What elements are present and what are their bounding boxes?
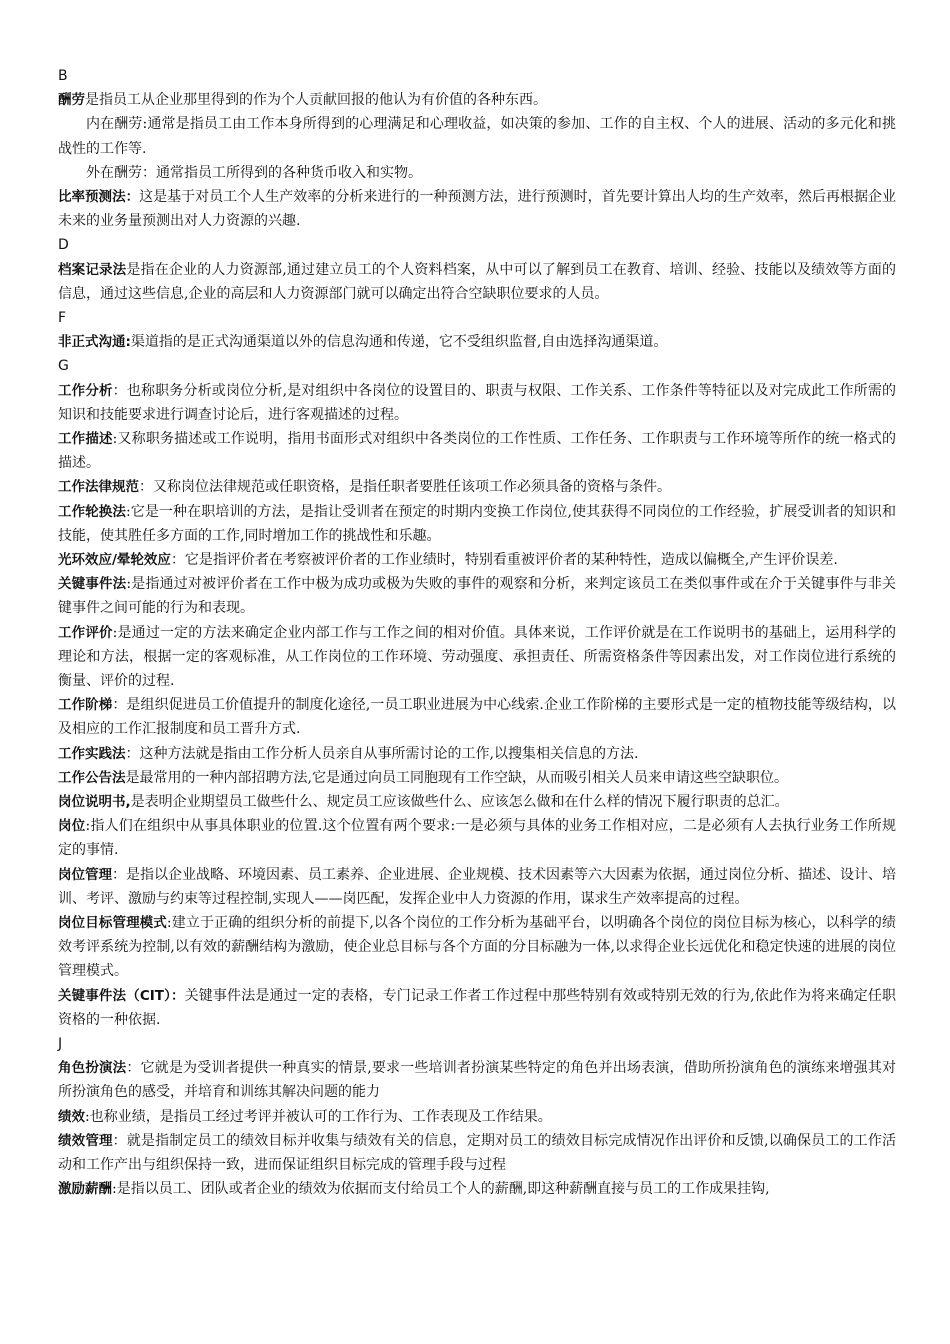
glossary-entry [58, 984, 896, 1032]
entry-term: 绩效管理 [58, 1132, 113, 1149]
entry-term: 绩效 [58, 1108, 85, 1125]
entry-definition: 是表明企业期望员工做些什么、规定员工应该做些什么、应该怎么做和在什么样的情况下履行职责的总汇。 [130, 794, 789, 811]
entry-term: 岗位 [58, 818, 86, 835]
entry-term: 光环效应/晕轮效应 [58, 552, 171, 568]
entry-term: 角色扮演法 [58, 1060, 127, 1077]
entry-definition: :建立于正确的组织分析的前提下,以各个岗位的工作分析为基础平台，以明确各个岗位的岗位目标为核心，以科学的绩效考评系统为控制,以有效的薪酬结构为激励，使企业总目标与各个方面的分目标融为一体,以求得企业长远优化和稳定快速的进展的岗位管理模式。 [58, 915, 897, 980]
entry-definition: :又称职务描述或工作说明，指用书面形式对组织中各类岗位的工作性质、工作任务、工作职责与工作环境等所作的统一格式的描述。 [58, 430, 897, 472]
entry-term: 关键事件法（CIT）： [58, 987, 185, 1004]
entry-definition: 这是基于对员工个人生产效率的分析来进行的一种预测方法，进行预测时，首先要计算出人均的生产效率，然后再根据企业未来的业务量预测出对人力资源的兴趣. [58, 189, 897, 230]
entry-definition: ：是指以企业战略、环境因素、员工素养、企业进展、企业规模、技术因素等六大因素为依据，通过岗位分析、描述、设计、培训、考评、激励与约束等过程控制,实现人——岗匹配，发挥企业中人力资源的作用，谋求生产效率提高的过程。 [58, 866, 896, 907]
entry-definition: ：这种方法就是指由工作分析人员亲自从事所需讨论的工作,以搜集相关信息的方法. [125, 745, 639, 762]
glossary-entry [58, 1177, 896, 1201]
entry-term: 工作公告法 [58, 769, 126, 786]
glossary-entry [58, 863, 896, 911]
entry-term: 档案记录法 [58, 261, 127, 278]
glossary-entry [58, 572, 896, 620]
glossary-entry [58, 911, 896, 984]
entry-definition: 关键事件法是通过一定的表格，专门记录工作者工作过程中那些特别有效或特别无效的行为,依此作为将来确定任职资格的一种依据. [58, 987, 896, 1028]
entry-definition: 是指在企业的人力资源部,通过建立员工的个人资料档案，从中可以了解到员工在教育、培训、经验、技能以及绩效等方面的信息，通过这些信息,企业的高层和人力资源部门就可以确定出符合空缺职位要求的人员。 [58, 261, 897, 302]
entry-term: 岗位管理 [58, 866, 112, 883]
entry-definition: ：是组织促进员工价值提升的制度化途径,一员工职业进展为中心线索.企业工作阶梯的主要形式是一定的植物技能等级结构，以及相应的工作汇报制度和员工晋升方式. [58, 697, 896, 738]
glossary-entry [58, 1056, 896, 1104]
glossary-entry [58, 766, 896, 790]
entry-term: 工作描述 [58, 430, 113, 447]
glossary-entry [58, 742, 896, 766]
entry-definition: ：它就是为受训者提供一种真实的情景,要求一些培训者扮演某些特定的角色并出场表演，借助所扮演角色的演练来增强其对所扮演角色的感受，并培育和训练其解决问题的能力 [58, 1060, 897, 1101]
glossary-entry [58, 548, 896, 572]
entry-term: 工作阶梯 [58, 697, 113, 714]
entry-definition: :是指以员工、团队或者企业的绩效为依据而支付给员工个人的薪酬,即这种薪酬直接与员工的工作成果挂钩, [112, 1181, 770, 1198]
section-letter-b: B [58, 68, 68, 84]
entry-definition: :也称业绩，是指员工经过考评并被认可的工作行为、工作表现及工作结果。 [85, 1108, 552, 1125]
entry-definition: 渠道指的是正式沟通渠道以外的信息沟通和传递，它不受组织监督,自由选择沟通渠道。 [130, 334, 668, 351]
glossary-entry [58, 475, 896, 499]
entry-definition: ：它是指评价者在考察被评价者的工作业绩时，特别看重被评价者的某种特性，造成以偏概全,产生评价误差. [170, 552, 838, 568]
glossary-entry [58, 427, 896, 475]
entry-definition: :指人们在组织中从事具体职业的位置.这个位置有两个要求:一是必须与具体的业务工作相对应，二是必须有人去执行业务工作所规定的事情. [58, 818, 896, 859]
glossary-entry [58, 1129, 896, 1177]
glossary-entry [58, 790, 896, 814]
entry-definition: 是指员工从企业那里得到的作为个人贡献回报的他认为有价值的各种东西。 [85, 92, 547, 109]
entry-term: 激励薪酬 [58, 1181, 112, 1198]
entry-definition: :是指通过对被评价者在工作中极为成功或极为失败的事件的观察和分析，来判定该员工在类似事件或在介于关键事件与非关键事件之间可能的行为和表现。 [58, 576, 897, 617]
glossary-entry [58, 330, 896, 354]
entry-definition: ：就是指制定员工的绩效目标并收集与绩效有关的信息，定期对员工的绩效目标完成情况作出评价和反馈,以确保员工的工作活动和工作产出与组织保持一致，进而保证组织目标完成的管理手段与过程 [58, 1132, 897, 1174]
entry-definition: 是最常用的一种内部招聘方法,它是通过向员工同胞现有工作空缺，从而吸引相关人员来申请这些空缺职位。 [125, 769, 788, 786]
entry-term: 工作法律规范 [58, 479, 139, 496]
glossary-entry [58, 500, 896, 548]
section-letter-f: F [58, 310, 67, 326]
entry-term: 酬劳 [58, 92, 85, 109]
section-letter-j: J [58, 1036, 63, 1053]
glossary-entry [58, 185, 896, 233]
entry-term: 关键事件法 [58, 576, 127, 593]
entry-definition: :它是一种在职培训的方法，是指让受训者在预定的时期内变换工作岗位,使其获得不同岗位的工作经验，扩展受训者的知识和技能，使其胜任多方面的工作,同时增加工作的挑战性和乐趣。 [58, 503, 897, 544]
entry-term: 工作分析 [58, 382, 113, 399]
entry-definition: ：又称岗位法律规范或任职资格，是指任职者要胜任该项工作必须具备的资格与条件。 [139, 479, 671, 496]
glossary-entry [58, 258, 896, 306]
entry-definition: ：也称职务分析或岗位分析,是对组织中各岗位的设置目的、职责与权限、工作关系、工作条件等特征以及对完成此工作所需的知识和技能要求进行调查讨论后，进行客观描述的过程。 [58, 382, 897, 423]
entry-term: 岗位说明书, [58, 794, 131, 811]
glossary-entry [58, 621, 896, 694]
glossary-entry [58, 379, 896, 427]
glossary-entry [58, 814, 896, 862]
entry-term: 工作实践法 [58, 745, 126, 762]
entry-term: 工作轮换法 [58, 503, 126, 520]
entry-term: 岗位目标管理模式 [58, 915, 167, 932]
section-letter-g: G [58, 358, 69, 375]
section-letter-d: D [58, 237, 69, 254]
glossary-entry [58, 1105, 896, 1129]
document-page [58, 64, 896, 1201]
entry-term: 工作评价 [58, 624, 113, 641]
entry-term: 非正式沟通: [58, 334, 131, 351]
entry-definition: :是通过一定的方法来确定企业内部工作与工作之间的相对价值。具体来说，工作评价就是在工作说明书的基础上，运用科学的理论和方法，根据一定的客观标准，从工作岗位的工作环境、劳动强度、承担责任、所需资格条件等因素出发，对工作岗位进行系统的衡量、评价的过程. [58, 624, 897, 690]
sub-entry: 内在酬劳:通常是指员工由工作本身所得到的心理满足和心理收益，如决策的参加、工作的自主权、个人的进展、活动的多元化和挑战性的工作等. [58, 116, 896, 157]
glossary-entry [58, 88, 896, 112]
sub-entry: 外在酬劳：通常指员工所得到的各种货币收入和实物。 [86, 164, 422, 181]
entry-term: 比率预测法： [58, 189, 140, 205]
glossary-entry [58, 693, 896, 741]
